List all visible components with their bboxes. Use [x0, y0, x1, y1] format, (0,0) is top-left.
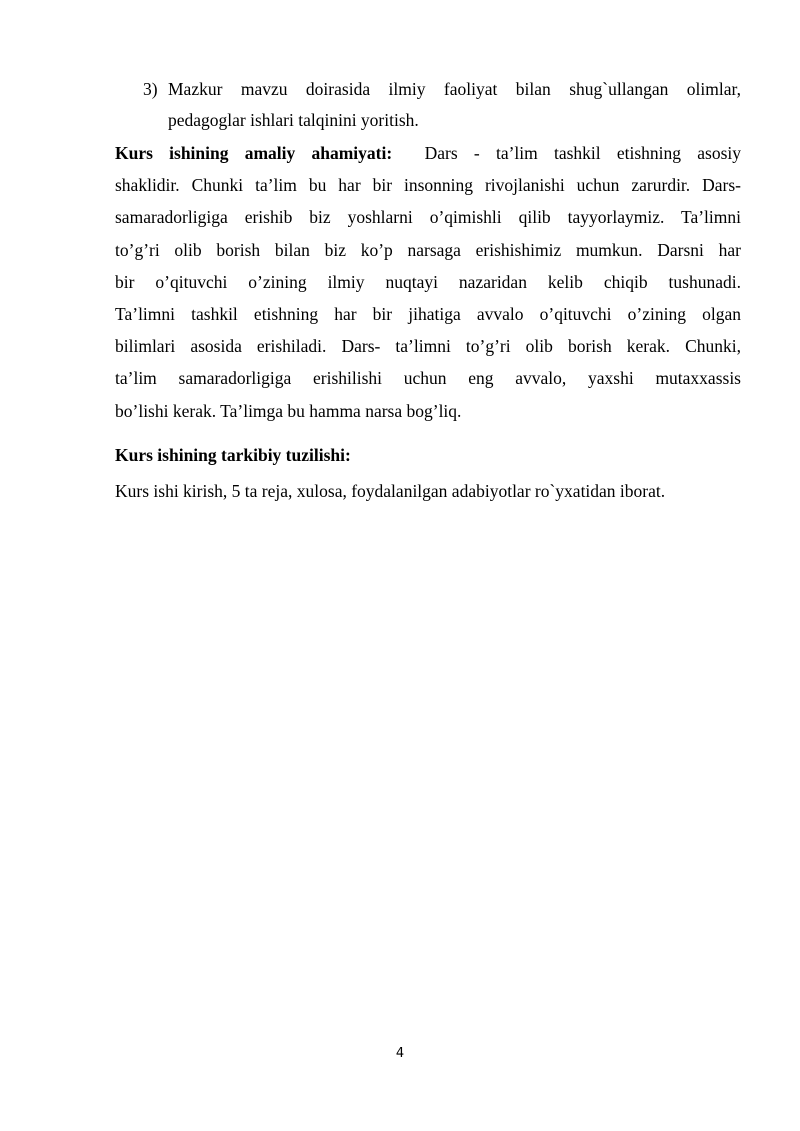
list-item-line-1: Mazkur mavzu doirasida ilmiy faoliyat bilan shug`ullangan olimlar,	[168, 79, 741, 99]
paragraph-line-9: bo’lishi kerak. Ta’limga bu hamma narsa bog’liq.	[115, 400, 462, 421]
paragraph-line-4: to’g’ri olib borish bilan biz ko’p narsaga erishishimiz mumkun. Darsni har	[115, 239, 741, 260]
list-item-text	[168, 74, 741, 136]
paragraph-line-5: bir o’qituvchi o’zining ilmiy nuqtayi nazaridan kelib chiqib tushunadi.	[115, 271, 741, 292]
tarkibiy-tuzilishi-text: Kurs ishi kirish, 5 ta reja, xulosa, foydalanilgan adabiyotlar ro`yxatidan iborat.	[115, 481, 666, 501]
paragraph-line-1	[115, 137, 741, 169]
paragraph-line-1-text: Dars - ta’lim tashkil etishning asosiy	[424, 143, 741, 163]
paragraph-line-6: Ta’limni tashkil etishning har bir jihatiga avvalo o’qituvchi o’zining olgan	[115, 304, 741, 325]
paragraph-line-8: ta’lim samaradorligiga erishilishi uchun eng avvalo, yaxshi mutaxxassis	[115, 368, 741, 389]
paragraph-line-7: bilimlari asosida erishiladi. Dars- ta’limni to’g’ri olib borish kerak. Chunki,	[115, 336, 741, 357]
paragraph-line-3: samaradorligiga erishib biz yoshlarni o’qimishli qilib tayyorlaymiz. Ta’limni	[115, 207, 741, 228]
amaliy-ahamiyat-heading: Kurs ishining amaliy ahamiyati:	[115, 143, 393, 163]
tarkibiy-tuzilishi-heading: Kurs ishining tarkibiy tuzilishi:	[115, 445, 351, 465]
amaliy-ahamiyat-paragraph	[115, 137, 741, 427]
list-item-line-2: pedagoglar ishlari talqinini yoritish.	[168, 110, 419, 130]
list-item-3	[143, 74, 741, 136]
paragraph-line-2: shaklidir. Chunki ta’lim bu har bir insonning rivojlanishi uchun zarurdir. Dars-	[115, 175, 741, 196]
list-number: 3)	[143, 79, 158, 99]
page-number: 4	[395, 1046, 405, 1061]
